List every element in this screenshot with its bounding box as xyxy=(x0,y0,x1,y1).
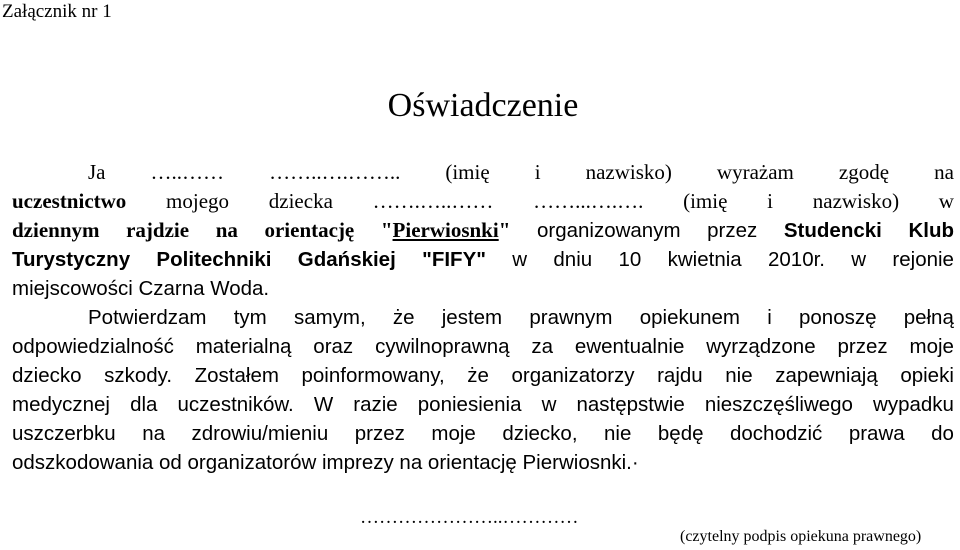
line-2 xyxy=(12,187,954,216)
word: nazwisko) xyxy=(812,189,900,213)
line-9 xyxy=(12,390,954,419)
word: razie xyxy=(353,393,398,416)
word: w xyxy=(512,248,528,271)
word: zdrowiu/mieniu xyxy=(191,422,329,445)
word: opieki xyxy=(900,364,954,387)
word: organizowanym xyxy=(536,219,681,242)
bold-word: rajdzie xyxy=(126,218,190,242)
word: i xyxy=(534,160,541,184)
word: poniesienia xyxy=(417,393,522,416)
word: przez xyxy=(707,219,758,242)
word: rajdu xyxy=(657,364,703,387)
line-7 xyxy=(12,332,954,361)
word: …..…… xyxy=(150,160,225,184)
word: moje xyxy=(431,422,476,445)
word: Ja xyxy=(88,160,106,184)
line-1 xyxy=(12,158,954,187)
bold-word: Gdańskiej xyxy=(297,248,396,271)
line-11 xyxy=(12,448,954,477)
line-3 xyxy=(12,216,954,245)
word: opiekunem xyxy=(639,306,741,329)
word: dziecko, xyxy=(502,422,578,445)
word: dniu xyxy=(553,248,593,271)
word: oraz xyxy=(313,335,354,358)
word: wyrządzone xyxy=(706,335,816,358)
word: samym, xyxy=(293,306,366,329)
word: następstwie xyxy=(576,393,685,416)
word: organizatorzy xyxy=(511,364,635,387)
bold-word: Politechniki xyxy=(156,248,272,271)
bold-word: Studencki xyxy=(783,219,882,242)
bold-word: Klub xyxy=(908,219,954,242)
document-title: Oświadczenie xyxy=(387,87,579,124)
line-5 xyxy=(12,274,954,303)
word: zgodę xyxy=(838,160,890,184)
word: ponoszę xyxy=(798,306,877,329)
line-8 xyxy=(12,361,954,390)
word: ……...….…. xyxy=(533,189,644,213)
word: (imię xyxy=(683,189,728,213)
declaration-body xyxy=(12,158,954,477)
word: materialną xyxy=(195,335,292,358)
line-6 xyxy=(12,303,954,332)
word: Zostałem xyxy=(194,364,279,387)
word: odpowiedzialność xyxy=(12,335,174,358)
word: na xyxy=(934,160,954,184)
word: (imię xyxy=(445,160,490,184)
word: Potwierdzam xyxy=(88,306,207,329)
word: prawnym xyxy=(529,306,613,329)
word: ……..….…….. xyxy=(269,160,401,184)
word: poinformowany, xyxy=(301,364,445,387)
word: prawa xyxy=(848,422,905,445)
word: w xyxy=(541,393,557,416)
word: wypadku xyxy=(873,393,954,416)
word: rejonie xyxy=(892,248,954,271)
word: że xyxy=(467,364,489,387)
line-10 xyxy=(12,419,954,448)
annex-label: Załącznik nr 1 xyxy=(2,1,112,22)
word: uszczerbku xyxy=(12,422,116,445)
word: dochodzić xyxy=(730,422,823,445)
word: medycznej xyxy=(12,393,110,416)
event-name xyxy=(381,216,511,245)
word: cywilnoprawną xyxy=(375,335,510,358)
word: szkody. xyxy=(104,364,173,387)
word: jestem xyxy=(441,306,503,329)
event-name-underlined: Pierwiosnki xyxy=(392,218,499,242)
word: że xyxy=(392,306,415,329)
quote-close: " xyxy=(498,218,511,242)
word: nieszczęśliwego xyxy=(704,393,853,416)
word: nie xyxy=(604,422,632,445)
bold-word: "FIFY" xyxy=(422,248,486,271)
word: w xyxy=(938,189,954,213)
word: dziecka xyxy=(268,189,333,213)
word: do xyxy=(931,422,954,445)
word: ewentualnie xyxy=(574,335,685,358)
word: dla xyxy=(130,393,158,416)
word: na xyxy=(142,422,165,445)
sentence: miejscowości Czarna Woda. xyxy=(12,277,270,300)
word: w xyxy=(851,248,867,271)
word: nie xyxy=(725,364,753,387)
sentence: odszkodowania od organizatorów imprezy na orientację Pierwiosnki.· xyxy=(12,451,639,474)
word: 10 xyxy=(618,248,642,271)
word: mojego xyxy=(166,189,230,213)
word: będę xyxy=(657,422,704,445)
word: za xyxy=(531,335,554,358)
word: pełną xyxy=(903,306,954,329)
word: i xyxy=(767,306,772,329)
word: zapewniają xyxy=(775,364,878,387)
word: kwietnia xyxy=(667,248,742,271)
word: moje xyxy=(909,335,954,358)
word: …….…..…… xyxy=(372,189,494,213)
word: wyrażam xyxy=(716,160,794,184)
bold-word: uczestnictwo xyxy=(12,189,127,213)
line-4 xyxy=(12,245,954,274)
word: 2010r. xyxy=(767,248,825,271)
word: przez xyxy=(354,422,405,445)
word: uczestników. xyxy=(177,393,294,416)
word: przez xyxy=(837,335,888,358)
word: i xyxy=(767,189,774,213)
word: tym xyxy=(233,306,267,329)
word: nazwisko) xyxy=(585,160,672,184)
word: dziecko xyxy=(12,364,82,387)
signature-line: …………………..………… xyxy=(360,507,579,528)
word: W xyxy=(313,393,334,416)
quote-open: " xyxy=(380,218,393,242)
signature-label: (czytelny podpis opiekuna prawnego) xyxy=(680,528,922,545)
bold-word: dziennym xyxy=(12,218,100,242)
bold-word: orientację xyxy=(264,218,355,242)
bold-word: Turystyczny xyxy=(12,248,131,271)
bold-word: na xyxy=(215,218,238,242)
